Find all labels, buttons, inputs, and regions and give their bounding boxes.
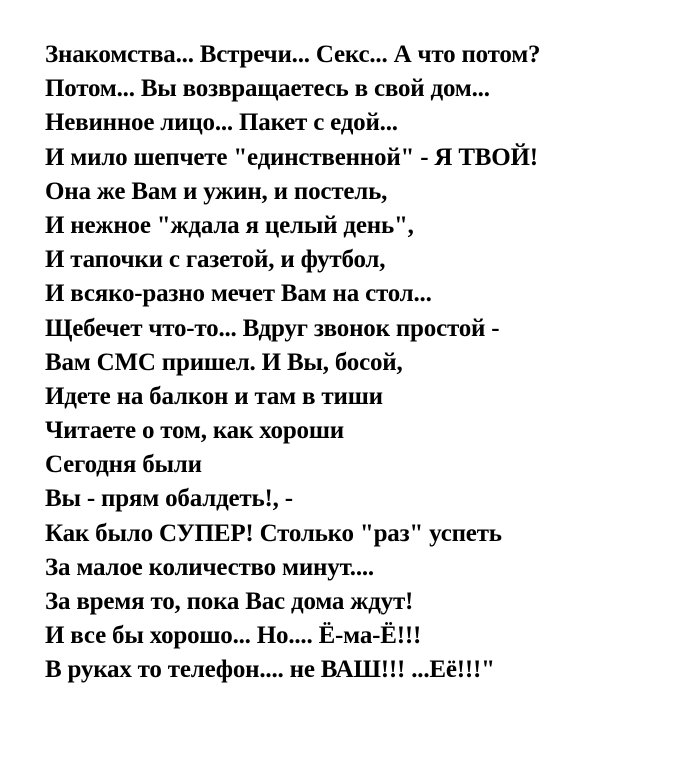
poem-line-14: Вы - прям обалдеть!, - [45,485,293,513]
poem-line-3: Невинное лицо... Пакет с едой... [45,109,398,137]
poem-line-2: Потом... Вы возвращаетесь в свой дом... [45,75,490,103]
poem-text [45,38,685,688]
poem-line-6: И нежное "ждала я целый день", [45,211,414,239]
poem-line-13: Сегодня были [45,451,202,479]
poem-line-11: Идете на балкон и там в тиши [45,382,383,410]
poem-line-7: И тапочки с газетой, и футбол, [45,246,386,274]
poem-line-17: За время то, пока Вас дома ждут! [45,588,414,615]
poem-line-16: За малое количество минут.... [45,553,374,581]
poem-line-1: Знакомства... Встречи... Секс... А что потом? [45,41,541,68]
poem-line-15: Как было СУПЕР! Столько "раз" успеть [45,519,502,547]
poem-line-12: Читаете о том, как хороши [45,417,344,445]
poem-line-19: В руках то телефон.... не ВАШ!!! ...Её!!!" [45,656,495,684]
poem-line-18: И все бы хорошо... Но.... Ё-ма-Ё!!! [45,622,422,650]
poem-line-9: Щебечет что-то... Вдруг звонок простой - [45,314,500,342]
poem-line-8: И всяко-разно мечет Вам на стол... [45,280,432,308]
poem-line-5: Она же Вам и ужин, и постель, [45,177,388,205]
poem-line-10: Вам СМС пришел. И Вы, босой, [45,348,403,376]
poem-line-4: И мило шепчете "единственной" - Я ТВОЙ! [45,143,538,171]
